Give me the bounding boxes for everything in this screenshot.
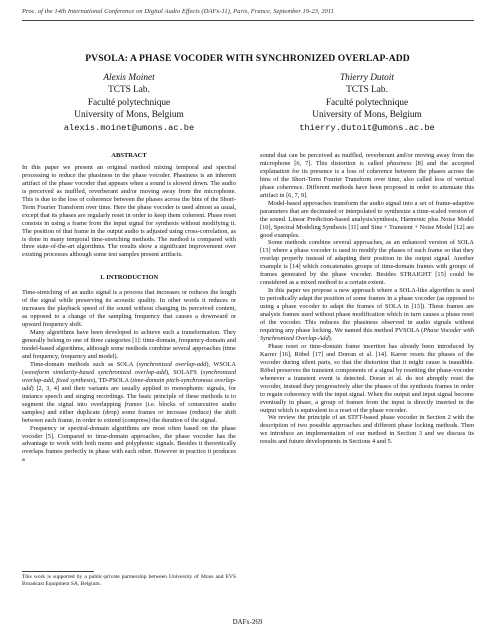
- paper-title: PVSOLA: A PHASE VOCODER WITH SYNCHRONIZED OVERLAP-ADD: [85, 53, 410, 64]
- proceedings-header: Proc. of the 14th International Conference on Digital Audio Effects (DAFx-11), Paris, France, September 19-23, 2011: [22, 8, 334, 15]
- body-paragraph-4: In this paper we propose a new approach where a SOLA-like algorithm is used to periodically adapt the position of some frames in a phase vocoder (as opposed to using a phase vocoder to adapt the frames of SOLA in [13]). These frames are analysis frames used without phase modification which in turn causes a phase reset of the vocoder. This reduces the phasiness observed in audio signals without requiring any phase locking. We named this method PVSOLA (Phase Vocoder with Synchronized Overlap-Add).: [260, 287, 474, 342]
- author-lab: TCTS Lab.: [108, 85, 150, 96]
- intro-heading: 1. INTRODUCTION: [99, 274, 159, 282]
- author-block-1: [22, 72, 236, 134]
- intro-paragraph-4: Frequency or spectral-domain algorithms are most often based on the phase vocoder [5]. Compared to time-domain approaches, the phase vocoder has the advantage to work with both mono and polyphonic signals. Besides it theoretically overlaps frames perfectly in phase with each other. However in practice it produces a: [22, 424, 236, 464]
- footnote: This work is supported by a public-private partnership between University of Mons and EVS Broadcast Equipment SA, Belgium.: [22, 574, 236, 587]
- footnote-rule: [22, 571, 94, 572]
- author-university: University of Mons, Belgium: [74, 110, 184, 121]
- left-column: [22, 152, 236, 464]
- header-rule: [22, 20, 474, 21]
- author-faculty: Faculté polytechnique: [87, 97, 171, 108]
- body-paragraph-2: Model-based approaches transform the audio signal into a set of frame-adaptive parameters that are decimated or interpolated to synthesize a time-scaled version of the sound. Linear Prediction-based analysis/synthesis, Harmonic plus Noise Model [10], Spectral Modeling Synthesis [11] and Sine + Transient + Noise Model [12] are good examples.: [260, 199, 474, 239]
- intro-paragraph-1: Time-stretching of an audio signal is a process that increases or reduces the length of the signal while preserving its acoustic quality. In other words it reduces or increases the playback speed of the sound without changing its perceived content, as opposed to a change of the sampling frequency that causes a downward or upward frequency shift.: [22, 289, 236, 329]
- author-lab: TCTS Lab.: [346, 85, 388, 96]
- intro-paragraph-2: Many algorithms have been developed to achieve such a transformation. They generally belong to one of three categories [1]: time-domain, frequency-domain and model-based algorithms, although some methods combine several approaches (time and frequency, frequency and model).: [22, 329, 236, 360]
- body-paragraph-6: We review the principle of an STFT-based phase vocoder in Section 2 with the description of two possible approaches and different phase locking methods. Then we introduce an implementation of our method in Section 3 and we discuss its results and future developments in Sections 4 and 5.: [260, 414, 474, 446]
- author-email: alexis.moinet@umons.ac.be: [63, 122, 195, 133]
- body-paragraph-3: Some methods combine several approaches, as an enhanced version of SOLA [13] where a phase vocoder is used to modify the phases of each frame so that they overlap properly instead of adapting their position in the output signal. Another example is [14] which concatenates groups of time-domain frames with groups of frames generated by the phase vocoder. Besides STRAIGHT [15] could be considered as a mixed method to a certain extent.: [260, 239, 474, 287]
- author-university: University of Mons, Belgium: [312, 110, 422, 121]
- abstract-text: In this paper we present an original method mixing temporal and spectral processing to reduce the phasiness in the phase vocoder. Phasiness is an inherent artifact of the phase vocoder that appears when a sound is slowed down. The audio is perceived as muffled, reverberant and/or moving away from the microphone. This is due to the loss of coherence between the phases across the bins of the Short-Term Fourier Transform over time. Here the phase vocoder is used almost as usual, except that its phases are regularly reset in order to keep them coherent. Phase reset consists in using a frame from the input signal for synthesis without modifying it. The position of that frame in the output audio is adjusted using cross-correlation, as is done in many temporal time-stretching methods. The method is compared with three state-of-the-art algorithms. The results show a significant improvement over existing processes although some test samples present artifacts.: [22, 163, 236, 259]
- author-name: Thierry Dutoit: [340, 73, 394, 83]
- abstract-heading: ABSTRACT: [111, 152, 147, 159]
- author-email: thierry.dutoit@umons.ac.be: [299, 122, 435, 133]
- body-paragraph-5: Phase reset or time-domain frame insertion has already been introduced by Karrer [16], Röbel [17] and Dorran et al. [14]. Karrer resets the phases of the vocoder during silent parts, so that the distortion that it might cause is inaudible. Röbel preserves the transient components of a signal by resetting the phase-vocoder whenever a transient event is detected. Doran et al. do not abruptly reset the vocoder, instead they progressively alter the phases of the synthesis frames in order to regain coherency with the input signal. When the output and input signal become eventually in phase, a group of frames from the input is directly inserted in the output which is equivalent to a reset of the phase vocoder.: [260, 342, 474, 414]
- intro-paragraph-3: Time-domain methods such as SOLA (synchronized overlap-add), WSOLA (waveform similarity-based synchronized overlap-add), SOLAFS (synchronized overlap-add, fixed synthesis), TD-PSOLA (time-domain pitch-synchronous overlap-add) [2, 3, 4] and their variants are usually applied to monophonic signals, for instance speech and singing recordings. The basic principle of these methods is to segment the signal into overlapping frames (i.e. blocks of consecutive audio samples) and either duplicate (drop) some frames or increase (reduce) the shift between each frame, in order to extend (compress) the duration of the signal.: [22, 360, 237, 424]
- author-block-2: [260, 72, 474, 134]
- body-paragraph-1: sound that can be perceived as muffled, reverberant and/or moving away from the microphone [6, 7]. This distortion is called phasiness [8] and the accepted explanation for its presence is a loss of coherence between the phases across the bins of the Short-Term Fourier Transform over time, also called loss of vertical phase coherence. Different methods have been proposed in order to attenuate this artifact in [6, 7, 9].: [260, 152, 474, 199]
- right-column: [260, 152, 474, 446]
- page-number: DAFx-269: [232, 619, 263, 626]
- author-name: Alexis Moinet: [103, 73, 155, 83]
- author-faculty: Faculté polytechnique: [325, 97, 409, 108]
